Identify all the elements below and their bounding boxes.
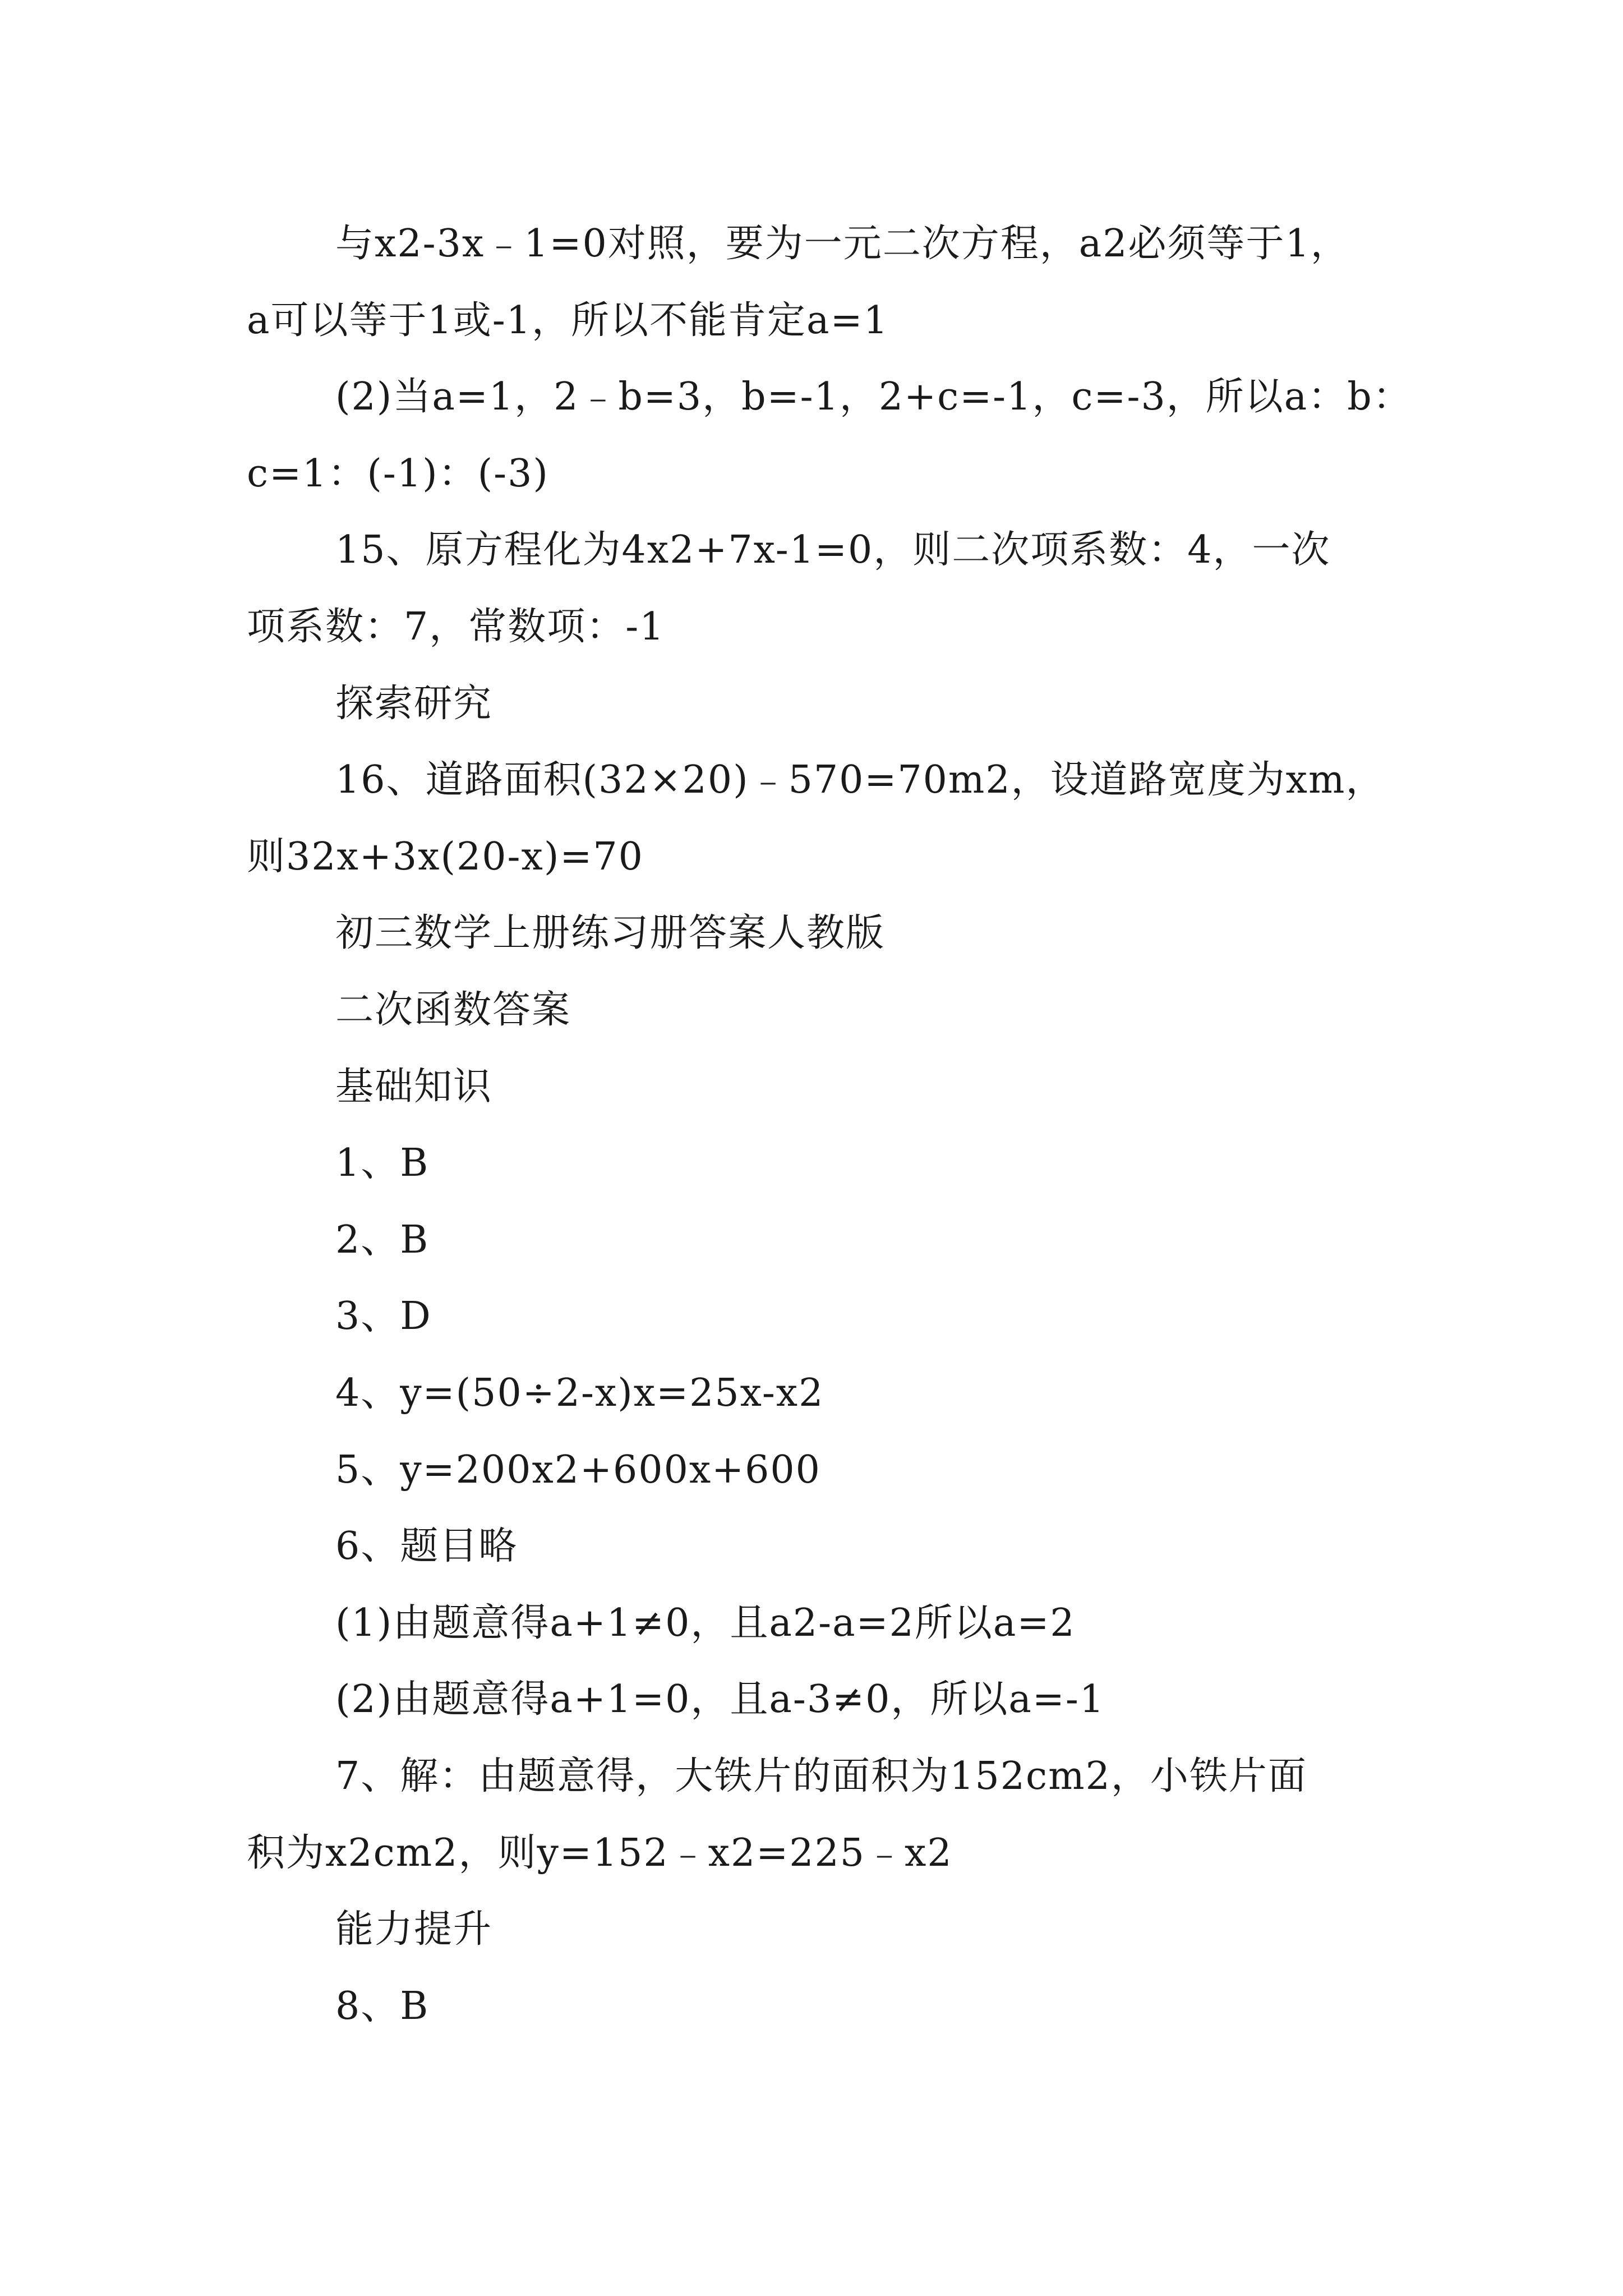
answer-item: 3、D bbox=[335, 1294, 432, 1338]
text-line: (1)由题意得a+1≠0，且a2-a=2所以a=2 bbox=[335, 1601, 1076, 1645]
section-heading: 二次函数答案 bbox=[335, 988, 571, 1032]
answer-item: 7、解：由题意得，大铁片的面积为152cm2，小铁片面 bbox=[335, 1754, 1307, 1798]
section-heading: 能力提升 bbox=[335, 1907, 493, 1952]
answer-item: 2、B bbox=[335, 1218, 430, 1262]
section-heading: 探索研究 bbox=[335, 682, 493, 726]
text-line: c=1：(-1)：(-3) bbox=[247, 452, 549, 496]
text-line: (2)当a=1，2﹣b=3，b=-1，2+c=-1，c=-3，所以a：b： bbox=[335, 375, 1412, 419]
text-line: 积为x2cm2，则y=152﹣x2=225﹣x2 bbox=[247, 1831, 953, 1875]
text-line: 与x2-3x﹣1=0对照，要为一元二次方程，a2必须等于1， bbox=[335, 222, 1350, 266]
section-heading: 基础知识 bbox=[335, 1065, 493, 1109]
text-line: 则32x+3x(20-x)=70 bbox=[247, 835, 644, 879]
text-line: 16、道路面积(32×20)﹣570=70m2，设道路宽度为xm， bbox=[335, 758, 1385, 802]
answer-item: 8、B bbox=[335, 1984, 430, 2028]
text-line: (2)由题意得a+1=0，且a-3≠0，所以a=-1 bbox=[335, 1677, 1105, 1722]
section-heading: 初三数学上册练习册答案人教版 bbox=[335, 911, 886, 955]
answer-item: 4、y=(50÷2-x)x=25x-x2 bbox=[335, 1371, 824, 1415]
answer-item: 5、y=200x2+600x+600 bbox=[335, 1448, 821, 1492]
answer-item: 6、题目略 bbox=[335, 1524, 518, 1568]
text-line: 15、原方程化为4x2+7x-1=0，则二次项系数：4，一次 bbox=[335, 528, 1331, 572]
text-line: 项系数：7，常数项：-1 bbox=[247, 605, 665, 649]
answer-item: 1、B bbox=[335, 1141, 430, 1185]
text-line: a可以等于1或-1，所以不能肯定a=1 bbox=[247, 298, 889, 343]
